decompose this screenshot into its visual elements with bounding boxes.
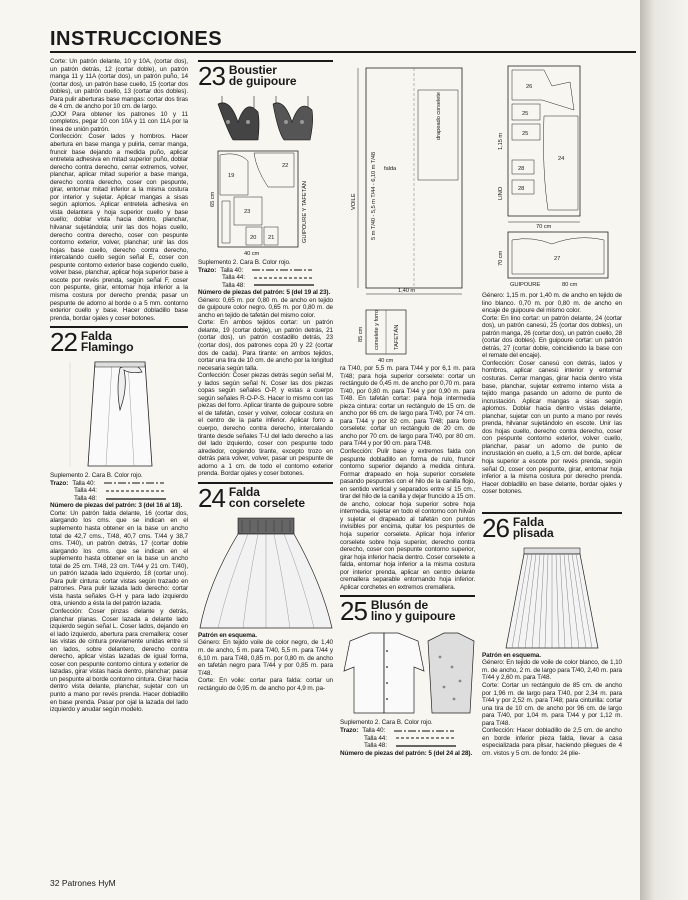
figure-25-layout — [482, 60, 622, 292]
section-26-title-1: Falda — [512, 514, 544, 529]
column-1 — [50, 58, 188, 873]
talla-44-line — [106, 488, 166, 494]
corselete-forro-label: corselete y forro — [374, 310, 380, 350]
section-24-patron: Patrón en esquema. — [198, 631, 257, 639]
section-26-genero: Género: En tejido de voile de color blanco, de 1,10 m. de ancho, 2 m. de largo para T/40, 2,40 m. para T/44 y 2,60 m. para T/48. — [482, 659, 622, 682]
figure-23-bustier — [198, 92, 333, 259]
lino-label: LINO — [498, 186, 504, 200]
width-80cm-label: 80 cm — [562, 282, 578, 288]
talla-48-label: Talla 48: — [222, 281, 245, 289]
section-25-suplemento: Suplemento 2. Cara B. Color rojo. — [340, 719, 433, 727]
section-24-number: 24 — [198, 482, 225, 513]
tafetan-label: TAFETÁN — [394, 324, 400, 350]
talla-40-line — [104, 480, 164, 486]
piece-25a-label: 25 — [522, 111, 529, 117]
trazo-legend-22 — [50, 480, 188, 503]
section-22-piezas: Número de piezas del patrón: 3 (del 16 al 18). — [50, 502, 183, 510]
col1-para-corte: Corte: Un patrón delante, 10 y 10A, (cortar dos), un patrón detrás, 12 (cortar doble), un patrón manga 11 y 11A (cortar dos), un patrón puño, 14 (cortar dos), un patrón base cuello, 15 (cortar dos dobles), un patrón cuello, 13 (cortar dos dobles). Para pulir aberturas base mangas: cortar dos tiras de 4 cm. de ancho por 10 cm. de largo. — [50, 58, 188, 111]
width-140m-label: 1,40 m — [398, 288, 416, 294]
col1-para-confeccion: Confección: Coser lados y hombros. Hacer abertura en base manga y pulirla, cerrar manga, fruncir base dejando a medida puño, aplicar entretela adhesiva en mitad superior puño, doblar derecho contra derecho, cerrar extremos, volver, planchar, aplicar mitad superior a base manga, derecho contra derecho, coser con pespunte, girar, entornar mitad inferior a la misma costura por interior y sujetar. Aplicar mangas a sisas según aplomos. Aplicar entretela adhesiva en vista delantera y hoja superior cuello y base cuello; doblar vista hacia dentro, planchar, hilvanar sujetándola; unir las dos hojas cuello, derecho contra derecho, coser con pespunte contorno exterior, volver, planchar; unir las dos hojas base cuello, derecho contra derecho, intercalando cuello según señal E, coser con pespunte contorno exterior base cogiendo cuello, volver base, planchar, aplicar hoja superior base a escote por revés prenda, según señal F, coser con pespunte, girar, entornar hoja inferior a la misma costura por derecho prenda; pasar un pespunte de adorno al borde o a 5 mm. contorno exterior cuello y base. Hacer dobladillo base prenda, bordar ojales y coser botones. — [50, 133, 188, 322]
section-23-title-1: Boustier — [228, 63, 277, 77]
column-2 — [198, 60, 333, 873]
talla-48-label: Talla 48: — [364, 742, 387, 750]
fabric-length-label: 5 m T/40 - 5,5 m T/44 - 6,10 m T/48 — [371, 151, 377, 240]
skirt-corselete-illustration — [198, 514, 333, 632]
section-26-patron: Patrón en esquema. — [482, 651, 541, 659]
section-22-confeccion: Confección: Coser pinzas delante y detrás, planchar planas. Coser lazada a delante lado izquierdo según señal L. Coser lados, dejando en el lado izquierdo, abertura para cremallera; coser las vistas de cintura previamente unidas entre sí en lados, sobre delantero, derecho contra derecho, aplicar vistas lazadas de igual forma, coser con pespunte contorno cintura y exterior de lazadas, girar vistas hacia dentro, planchar; pasar un pespunte al borde contorno cintura. Girar hacia dentro vista delante, planchar, sujetar con un punto a mano por revés prenda. Hacer dobladillo en base prenda. Pasar por ojal la lazada del lado izquierdo y anudar según modelo. — [50, 607, 188, 714]
piece-28a-label: 28 — [518, 166, 525, 172]
trazo-label: Trazo: — [340, 726, 359, 734]
height-70cm-label: 70 cm — [498, 250, 504, 266]
section-25-title-2: lino y guipoure — [370, 609, 456, 624]
talla-44-label: Talla 44: — [364, 734, 387, 742]
section-24-confeccion: Confección: Pulir base y extremos falda con pespunte dobladillo en forma de rulo, fruncir contorno superior dejando a medida cintura. Formar drapeado en hoja superior corselete pasando pespuntes con el hilo de la canilla flojo, en sentido vertical y separados entre sí 15 cm., tirar del hilo de la canilla y dejar fruncido a 15 cm. de ancho, colocar hoja superior sobre hoja intermedia, sujetar en todo el contorno con hilván y sujetar el drapeado al tafetán con puntos invisibles por encima, quitar los pespuntes de hoja superior corselete. Aplicar hoja inferior corselete sobre hoja superior, derecho contra derecho, coser con pespunte contorno superior, girar hoja inferior hacia dentro. Coser corselete a falda, entornar hoja inferior a la misma costura por interior prenda, aplicar en centro delante cremallera separable entornando hoja inferior. Aplicar corchetes en extremos cremallera. — [340, 448, 475, 591]
trazo-legend-23 — [198, 267, 333, 290]
section-26-corte: Corte: Cortar un rectángulo de 85 cm. de ancho por 1,96 m. de largo para T/40, por 2,34 m. para T/44 y por 2,52 m. para T/48; para cinturilla: cortar una tira de 10 cm. de ancho por 96 cm. de largo para T/40, por 1,04 m. para T/44 y por 1,12 m. para T/48. — [482, 681, 622, 727]
piece-19-label: 19 — [228, 173, 235, 179]
talla-44-label: Talla 44: — [222, 274, 245, 282]
trazo-label: Trazo: — [198, 266, 217, 274]
talla-48-label: Talla 48: — [74, 494, 97, 502]
height-115m-label: 1,15 m — [498, 132, 504, 150]
falda-label: falda — [384, 166, 397, 172]
blouse-pattern-layout — [482, 60, 622, 292]
section-23-piezas: Número de piezas del patrón: 5 (del 19 al 23). — [198, 289, 331, 297]
section-23-confeccion: Confección: Coser piezas detrás según señal M, y lados según señal N. Coser las dos piezas copas según señales O-P, y estas a cuerpo según señales R-O-P-S. Hacer lo mismo con las piezas del forro. Aplicar tirante de guipoure sobre el de tafetán, coser y volver, colocar costura en el centro de la parte inferior. Aplicar forro a cuerpo, derecho contra derecho, intercalando tirante desde señales T-U del lado derecho a las del lado izquierdo, coser con pespunte todo alrededor, cogiendo tirante, excepto trozo en detrás para volver, volver, pasar un pespunte de adorno a 1 cm. de todo el contorno exterior prenda. Bordar ojales y coser botones. — [198, 372, 333, 478]
width-40cm-label: 40 cm — [244, 251, 260, 257]
figure-24-skirt — [198, 514, 333, 632]
page-spine — [640, 0, 688, 900]
piece-25b-label: 25 — [522, 131, 529, 137]
section-25-confeccion: Confección: Coser canesú con detrás, lados y hombros, aplicar canesú interior y entornar costuras. Cerrar mangas, girar hacia dentro vista base, planchar, sujetar extremo interno vista a tejido manga pasando un adorno de punto de incrustación. Aplicar mangas a sisas según aplomos. Doblar hacia dentro vistas delante, planchar, sujetar con un punto a mano por revés prenda, hilvanar sujetándolo en escote. Unir las dos hojas cuello, derecho contra derecho, coser con pespunte contorno exterior, volver cuello, planchar, pasar un adorno de punto de incrustación en cuello, a 1,5 cm. del borde, aplicar hoja superior a escote por revés prenda, según señal O, coser con pespunte, girar, entornar hoja inferior a la misma costura por derecho prenda. Hacer dobladillo en base delante, bordar ojales y coser botones. — [482, 359, 622, 496]
col1-para-ojo: ¡OJO! Para obtener los patrones 10 y 11 completos, pegar 10 con 10A y 11 con 11A por la línea de unión patrón. — [50, 110, 188, 133]
section-22-title-2: Flamingo — [80, 340, 134, 355]
section-23-corte: Corte: En ambos tejidos cortar: un patrón delante, 19 (cortar doble), un patrón detrás, 21 (cortar dos), un patrón costadillo detrás, 23 (cortar dos), dos patrones copa 20 y 22 (cortar dos de cada). Para tirante: en ambos tejidos, cortar una tira de 10 cm. de ancho por la longitud necesaria según talla. — [198, 319, 333, 372]
section-22-number: 22 — [50, 327, 77, 358]
section-22-suplemento: Suplemento 2. Cara B. Color rojo. — [50, 472, 143, 480]
section-23-title-2: de guipoure — [228, 74, 297, 88]
section-26-confeccion: Confección: Hacer dobladillo de 2,5 cm. de ancho en borde inferior pieza falda, llevar a casa especializada para plisar, haciendo pliegues de 4 cm. vistos y 5 cm. de fondo: 24 plie- — [482, 727, 622, 757]
talla-40-line — [252, 267, 312, 273]
section-25-number: 25 — [340, 596, 367, 627]
drapeado-label: drapeado corselete — [436, 92, 442, 140]
page-footer: 32 Patrones HyM — [50, 878, 116, 888]
section-22-title-1: Falda — [80, 329, 112, 344]
width-40cm-label: 40 cm — [378, 358, 394, 364]
section-25-title-1: Blusón de — [370, 598, 429, 613]
height-65cm-label: 65 cm — [210, 191, 216, 207]
talla-44-label: Talla 44: — [74, 487, 97, 495]
talla-40-label: Talla 40: — [362, 726, 386, 734]
height-85cm-label: 85 cm — [358, 326, 364, 342]
skirt-corselete-pattern-layout — [340, 60, 475, 365]
header-rule — [50, 51, 636, 53]
piece-20-label: 20 — [250, 235, 257, 241]
skirt-flamingo-illustration — [50, 358, 188, 470]
piece-22-label: 22 — [282, 163, 289, 169]
section-24-corte: Corte: En voile: cortar para falda: cortar un rectángulo de 0,95 m. de ancho por 4,9 m. pa- — [198, 677, 333, 692]
piece-26-label: 26 — [526, 84, 533, 90]
section-25-corte: Corte: En lino cortar: un patrón delante, 24 (cortar dos), un patrón canesú, 25 (cortar dos dobles), un patrón manga, 26 (cortar dos), un patrón cuello, 28 (cortar dos dobles). En guipoure cortar: un patrón detrás, 27 (cortar doble, coincidiendo la base con el remate del encaje). — [482, 314, 622, 360]
piece-28b-label: 28 — [518, 186, 525, 192]
column-4 — [482, 60, 622, 873]
section-23-suplemento: Suplemento 2. Cara B. Color rojo. — [198, 259, 291, 266]
figure-25-blouse — [340, 627, 475, 719]
figure-24-layout — [340, 60, 475, 365]
section-26-number: 26 — [482, 512, 509, 543]
talla-48-line — [396, 743, 456, 749]
width-70cm-label: 70 cm — [536, 224, 552, 230]
blouse-illustration — [340, 627, 475, 719]
section-25-genero: Género: 1,15 m. por 1,40 m. de ancho en tejido de lino blanco. 0,70 m. por 0,80 m. de ancho en encaje de guipoure del mismo color. — [482, 292, 622, 315]
section-24-title-2: con corselete — [228, 495, 305, 510]
trazo-legend-25 — [340, 727, 475, 750]
figure-26-skirt — [482, 544, 622, 652]
pleated-skirt-illustration — [482, 544, 622, 652]
section-22-header — [50, 326, 188, 358]
page-title: INSTRUCCIONES — [50, 28, 223, 50]
section-24-header — [198, 482, 333, 513]
section-23-genero: Género: 0,65 m. por 0,80 m. de ancho en tejido de guipoure color negro. 0,65 m. por 0,80 m. de ancho en tejido de tafetán del mismo color. — [198, 296, 333, 319]
talla-40-label: Talla 40: — [220, 266, 244, 274]
piece-23-label: 23 — [244, 209, 251, 215]
talla-44-line — [396, 735, 456, 741]
section-24-corte-cont: ra T/40, por 5,5 m. para T/44 y por 6,1 m. para T/48; para hoja superior corselete: cortar un rectángulo de 0,45 m. de ancho por 0,70 m. para T/40, por 0,80 m. para T/44 y por 0,90 m. para T/48. En tafetán cortar: para hoja intermedia pieza cintura: cortar un rectángulo de 15 cm. de ancho por 66 cm. de largo para T/40, por 74 cm. para T/44 y por 82 cm. para T/48; para forro corselete: cortar un rectángulo de 20 cm. de ancho por 70 cm. de largo para T/40, por 80 cm. para T/44 y por 90 cm. para T/48. — [340, 365, 475, 448]
section-24-genero: Género: En tejido voile de color negro, de 1,40 m. de ancho, 5 m. para T/40, 5,5 m. para T/44 y 6,10 m. para T/48, 0,85 m. por 0,80 m. de ancho en tafetán negro para T/44 y por 0,85 m. para T/48. — [198, 639, 333, 677]
section-25-piezas: Número de piezas del patrón: 5 (del 24 al 28). — [340, 749, 473, 757]
section-24-title-1: Falda — [228, 484, 260, 499]
figure-22-skirt — [50, 358, 188, 470]
talla-48-line — [106, 496, 166, 502]
piece-21-label: 21 — [268, 235, 275, 241]
section-26-header — [482, 512, 622, 543]
piece-27-label: 27 — [554, 256, 561, 262]
guipoure-tafetan-label: GUIPOURE Y TAFETÁN — [302, 181, 308, 243]
voile-label: VOILE — [351, 193, 357, 210]
talla-40-label: Talla 40: — [72, 479, 96, 487]
section-23-header — [198, 60, 333, 91]
talla-40-line — [394, 728, 454, 734]
section-26-title-2: plisada — [512, 525, 554, 540]
bustier-pattern-layout — [198, 147, 333, 259]
column-3 — [340, 60, 475, 873]
guipoure-label: GUIPOURE — [510, 282, 541, 288]
section-23-number: 23 — [198, 61, 225, 91]
piece-24-label: 24 — [558, 156, 565, 162]
bustier-illustration — [198, 92, 333, 147]
section-22-corte: Corte: Un patrón falda delante, 16 (cortar dos, alargando los cms. que se indican en el suplemento hasta obtener en la base un ancho total de 42,7 cms., T/48, 40,7 cms. T/44 y 38,7 cms. T/40), un patrón detrás, 17 (cortar doble alargando los cms. que se indican en el suplemento hasta obtener en la base un ancho total de 25 cm. T/48, 23 cm. T/44 y 21 cm. T/40), un patrón lazada lado izquierdo, 18 (cortar uno). Para pulir cintura: cortar vistas según trazado en patrones. Para pulir lazada lado derecho: cortar vista hasta señales G-H y para lado izquierdo otra, uniendo a ésta la del patrón lazada. — [50, 509, 188, 608]
trazo-label: Trazo: — [50, 479, 69, 487]
talla-48-line — [254, 282, 314, 288]
talla-44-line — [254, 275, 314, 281]
section-25-header — [340, 595, 475, 627]
